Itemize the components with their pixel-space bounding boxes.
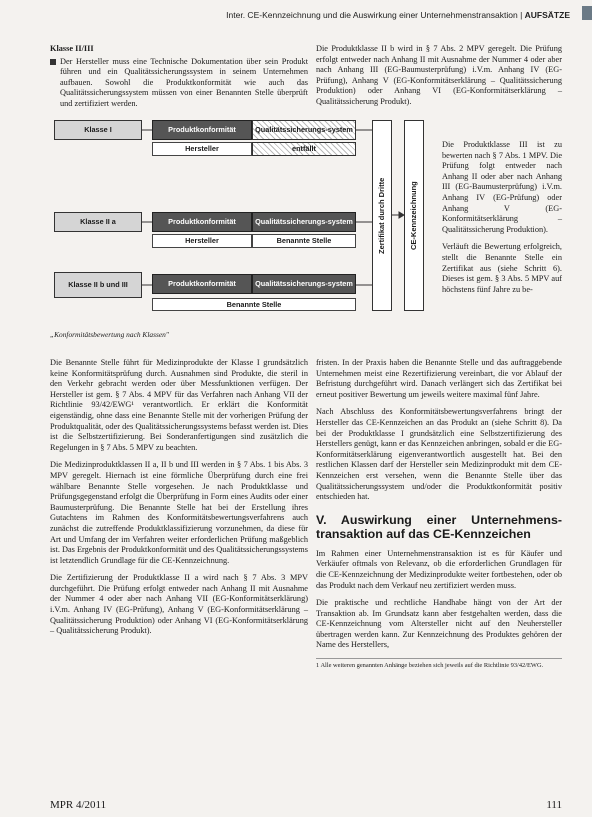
footnote: 1 Alle weiteren genannten Anhänge beziehen sich jeweils auf die Richtlinie 93/42/EWG. [316, 658, 562, 670]
figure-connectors [50, 110, 435, 330]
row-label-class-1: Klasse I [54, 120, 142, 140]
row-label-class-2a: Klasse II a [54, 212, 142, 232]
paragraph: Die praktische und rechtliche Handhabe hängt von der Art der Transaktion ab. Im Grundsatz kann aber festgehalten werden, dass die CE-Kennzeichnung vom Altersteller nicht auf den Neuhersteller übertragen werden kann. Zur Kennzeichnung des Produktes gehören der Name des Herstellers, [316, 598, 562, 650]
left-top-block [50, 44, 308, 110]
product-conformity-box: Produktkonformität [152, 212, 252, 232]
left-body-block [50, 358, 308, 644]
conformity-figure [50, 110, 435, 330]
bullet-item [50, 57, 308, 110]
header-color-bar [582, 6, 592, 20]
label-not-applicable: entfällt [252, 142, 356, 156]
label-manufacturer: Hersteller [152, 142, 252, 156]
right-body-block [316, 358, 562, 670]
paragraph: Verläuft die Bewertung erfolgreich, stellt die Benannte Stelle ein Zertifikat aus (siehe Schritt 6). Dieses ist gem. § 3 Abs. 5 MPV auf höchstens fünf Jahre zu be- [442, 242, 562, 294]
header-section: AUFSÄTZE [524, 10, 570, 20]
ce-marking-box: CE-Kennzeichnung [404, 120, 424, 311]
right-top-block [316, 44, 562, 115]
paragraph: Im Rahmen einer Unternehmenstransaktion ist es für Käufer und Verkäufer oftmals von Relevanz, ob die erforderlichen Grundlagen für die CE-Kennzeichnung der Medizinprodukte weiter fortbestehen, oder ob das Produkt nach dem Verkauf neu zertifiziert werden muss. [316, 548, 562, 590]
journal-footer: MPR 4/2011 [50, 799, 107, 811]
bullet-text: Der Hersteller muss eine Technische Dokumentation über sein Produkt führen und ein Qualitätssicherungssystem in seinem Unternehmen aufbauen. Sowohl die Produktkonformität wie auch das Qualitätssicherungssystem müssen von einer Benannten Stelle überprüft und zertifiziert werden. [60, 56, 308, 108]
figure-caption: „Konformitätsbewertung nach Klassen" [50, 330, 169, 339]
section-heading: V. Auswirkung einer Unternehmens-transaktion auf das CE-Kennzeichen [316, 512, 562, 541]
header-text: Inter. CE-Kennzeichnung und die Auswirkung einer Unternehmenstransaktion | AUFSÄTZE [226, 10, 570, 20]
product-conformity-box: Produktkonformität [152, 274, 252, 294]
paragraph: Die Produktklasse II b wird in § 7 Abs. 2 MPV geregelt. Die Prüfung erfolgt entweder nach Anhang II mit Ausnahme der Nummer 4 oder aber nach Anhang III (EG-Baumusterprüfung) i.V.m. Anhang IV (EG-Prüfung), Anhang V (EG-Konformitätserklärung – Qualitätssicherung Produktion) oder Anhang VI (EG-Konformitätserklärung – Qualitätssicherung Produkt). [316, 44, 562, 106]
certificate-third-party-box: Zertifikat durch Dritte [372, 120, 392, 311]
right-mid-block [442, 140, 562, 302]
row-label-class-2b-3: Klasse II b und III [54, 272, 142, 298]
quality-system-box: Qualitätssicherungs-system [252, 120, 356, 140]
paragraph: Die Produktklasse III ist zu bewerten nach § 7 Abs. 1 MPV. Die Prüfung folgt entweder nach Anhang II oder aber nach Anhang III (EG-Baumusterprüfung) i.V.m. Anhang IV (EG-Prüfung) oder Anhang V (EG-Konformitätserklärung – Qualitätssicherung Produktion). [442, 140, 562, 234]
paragraph: Die Medizinproduktklassen II a, II b und III werden in § 7 Abs. 1 bis Abs. 3 MPV geregelt. Hiernach ist eine förmliche Überprüfung durch eine frei wählbare Benannte Stelle vorgesehen. Je nach Produktklasse und Prüfungsgegenstand erfolgt die Überprüfung in Form eines Audits oder einer Baumusterprüfung. Die Benannte Stelle hat bei der Erstellung ihres Gutachtens im Rahmen des Konformitätsbewertungsverfahrens auch zunächst die zutreffende Produktklassifizierung vorzunehmen, da diese für Art und Umfang der im Verfahren weiter erforderlichen Prüfung maßgeblich ist. Das Ergebnis der Produktkonformität und des Qualitätssicherungssystems ist letztendlich Grundlage für die CE-Kennzeichnung. [50, 460, 308, 565]
class-title: Klasse II/III [50, 44, 94, 53]
label-manufacturer: Hersteller [152, 234, 252, 248]
paragraph: fristen. In der Praxis haben die Benannte Stelle und das auftraggebende Unternehmen meist eine Rezertifizierung vereinbart, die vor Ablauf der Befristung durchgeführt wird. Danach verlängert sich das Zertifikat bei erneut positiver Bewertung um jeweils weitere maximal fünf Jahre. [316, 358, 562, 399]
label-notified-body: Benannte Stelle [252, 234, 356, 248]
paragraph: Nach Abschluss des Konformitätsbewertungsverfahrens bringt der Hersteller das CE-Kennzeichen an das Produkt an (siehe Schritt 8). Da bei der Produktklasse I grundsätzlich eine Selbstzertifizierung des Herstellers genügt, kann er das Kennzeichen anbringen, sobald er die EG-Konformitätserklärung eigenverantwortlich ausgestellt hat. Bei den restlichen Klassen darf der Hersteller sein Medizinprodukt mit dem CE-Kennzeichen erst versehen, wenn die Benannte Stelle über das Qualitätssicherungssystem und/oder die Produktkonformität positiv entschieden hat. [316, 407, 562, 502]
quality-system-box: Qualitätssicherungs-system [252, 274, 356, 294]
paragraph: Die Benannte Stelle führt für Medizinprodukte der Klasse I grundsätzlich keine Konformitätsprüfung durch. Ausnahmen sind Produkte, die steril in den Verkehr gebracht werden oder über Messfunktionen verfügen. Der Hersteller ist gem. § 7 Abs. 4 MPV für das Verfahren nach Anhang VII der Richtlinie 93/42/EWG¹ verantwortlich. Er erklärt die Konformität eigenständig, ohne dass eine Benannte Stelle mit der vorherigen Prüfung der Produktqualität, oder des Qualitätssicherungssystems befasst werden ist. Dies ist die Selbstzertifizierung. Bei Sonderanfertigungen sind zusätzlich die Regelungen in § 7 Abs. 5 MPV zu beachten. [50, 358, 308, 452]
bullet-square-icon [50, 59, 56, 65]
running-header [0, 2, 592, 22]
product-conformity-box: Produktkonformität [152, 120, 252, 140]
paragraph: Die Zertifizierung der Produktklasse II a wird nach § 7 Abs. 3 MPV durchgeführt. Die Prüfung erfolgt entweder nach Anhang II mit Ausnahme der Nummer 4 oder aber nach Anhang VII (EG-Konformitätserklärung) i.V.m. Anhang IV (EG-Prüfung), Anhang V (EG-Konformitätserklärung – Qualitätssicherung Produktion) oder Anhang VI (EG-Konformitätserklärung – Qualitätssicherung Produkt). [50, 573, 308, 636]
page-number: 111 [546, 799, 562, 811]
quality-system-box: Qualitätssicherungs-system [252, 212, 356, 232]
header-title: Inter. CE-Kennzeichnung und die Auswirkung einer Unternehmenstransaktion [226, 10, 518, 20]
label-notified-body: Benannte Stelle [152, 298, 356, 311]
